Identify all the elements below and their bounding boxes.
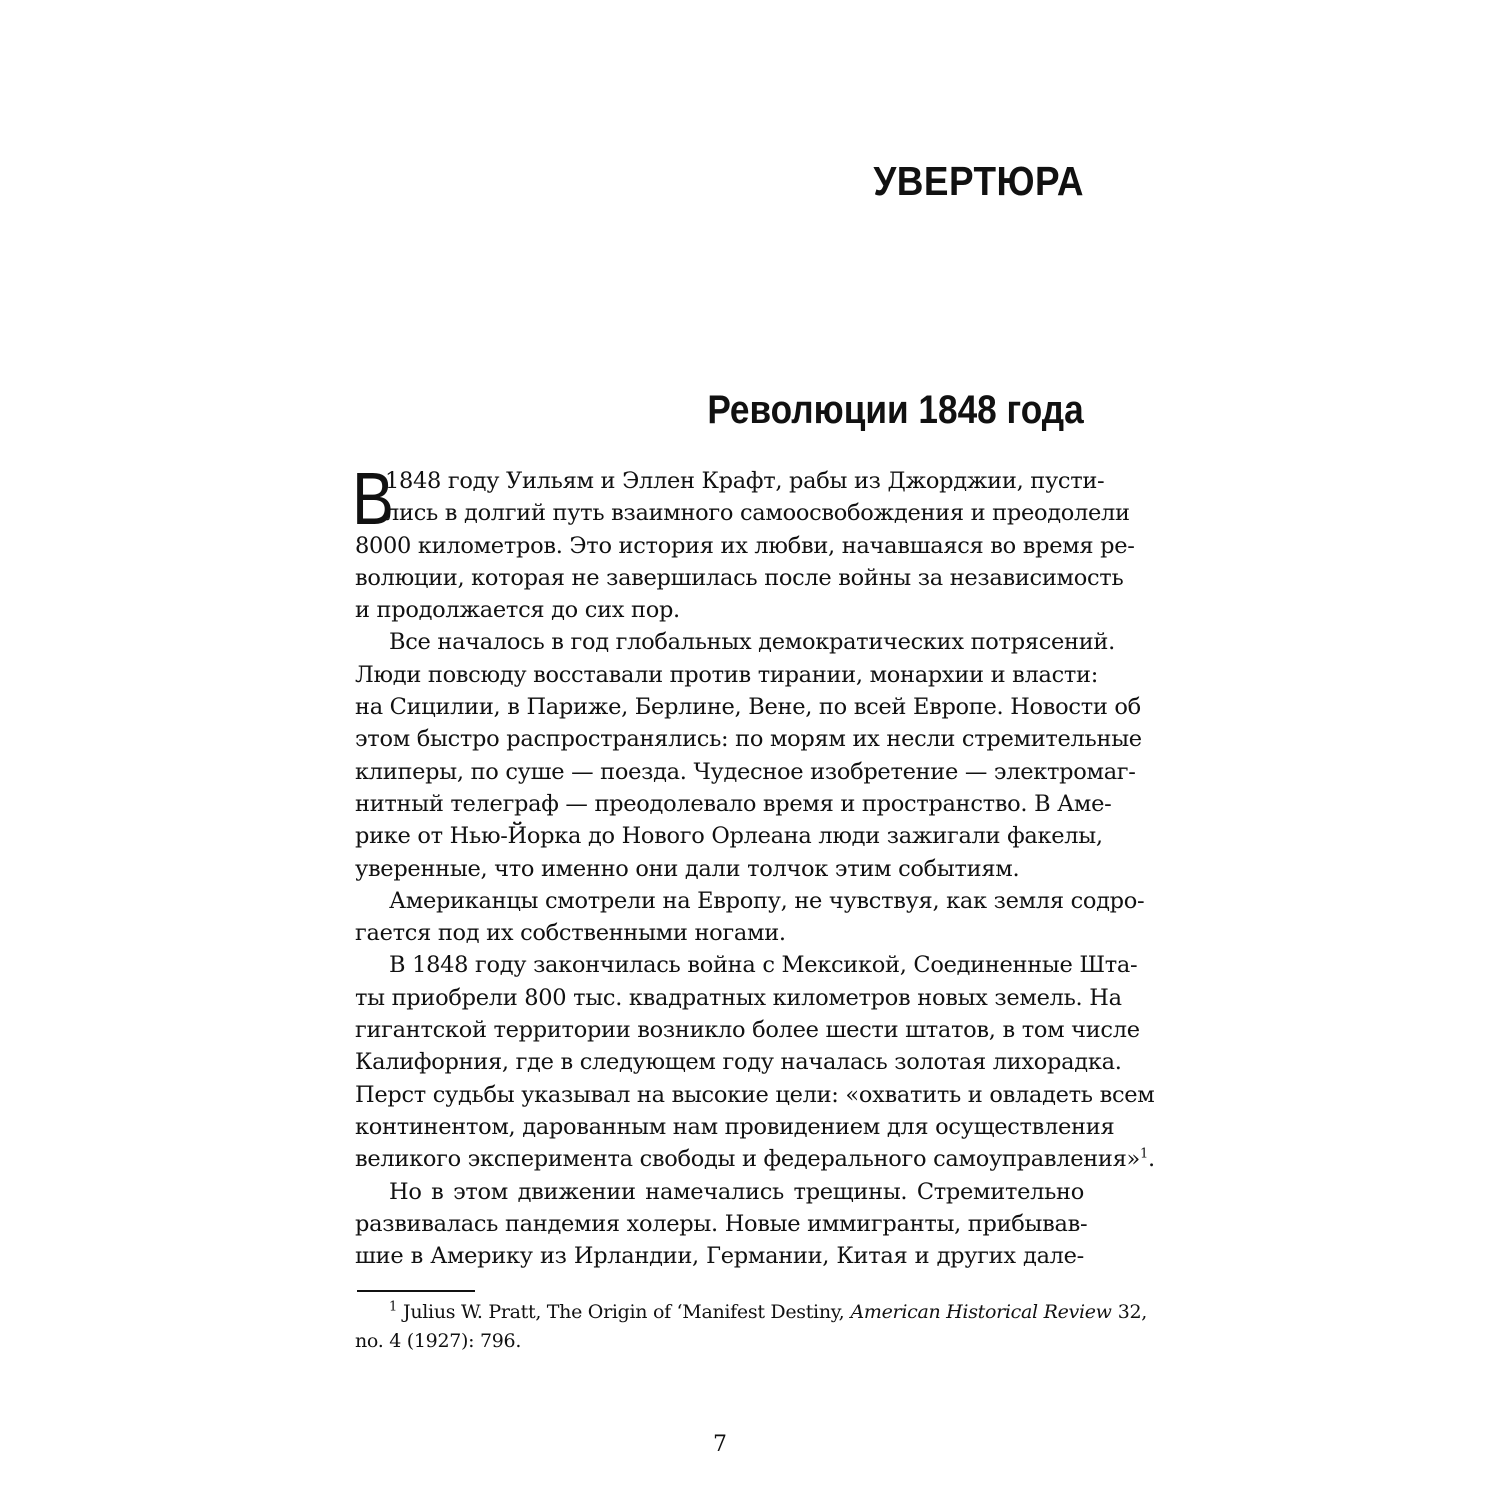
text-line: великого эксперимента свободы и федерального самоуправления»$^1$. bbox=[355, 1146, 1155, 1173]
paragraph-5 bbox=[355, 1176, 1088, 1273]
text-line: и продолжается до сих пор. bbox=[355, 597, 680, 624]
journal-title: American Historical Review bbox=[850, 1301, 1112, 1323]
footnote-reference[interactable]: 1 bbox=[1139, 1146, 1148, 1162]
text-line: гается под их собственными ногами. bbox=[355, 920, 786, 947]
text-line: Американцы смотрели на Европу, не чувствуя, как земля содро- bbox=[389, 887, 1145, 914]
paragraph-2 bbox=[355, 626, 1142, 884]
footnote bbox=[355, 1298, 1148, 1356]
text-line: этом быстро распространялись: по морям их несли стремительные bbox=[355, 726, 1142, 753]
text-line: уверенные, что именно они дали толчок этим событиям. bbox=[355, 855, 1020, 882]
text-line: гигантской территории возникло более шести штатов, в том числе bbox=[355, 1017, 1140, 1044]
footnote-number: 1 bbox=[389, 1299, 397, 1315]
part-title: УВЕРТЮРА bbox=[873, 158, 1084, 204]
paragraph-1 bbox=[355, 465, 1135, 626]
text-line: нитный телеграф — преодолевало время и пространство. В Аме- bbox=[355, 790, 1112, 817]
text-line: волюции, которая не завершилась после войны за независимость bbox=[355, 564, 1124, 591]
text-line: шие в Америку из Ирландии, Германии, Китая и других дале- bbox=[355, 1243, 1084, 1270]
text-line: 8000 километров. Это история их любви, начавшаяся во время ре- bbox=[355, 532, 1135, 559]
text-line: Все началось в год глобальных демократических потрясений. bbox=[389, 629, 1115, 656]
drop-cap: В bbox=[352, 457, 394, 540]
footnote-line: $^1$ Julius W. Pratt, The Origin of ‘Manifest Destiny, American Historical Review 32, bbox=[389, 1299, 1148, 1323]
text-line: 1848 году Уильям и Эллен Крафт, рабы из Джорджии, пусти- bbox=[385, 468, 1105, 494]
text-line: Люди повсюду восставали против тирании, монархии и власти: bbox=[355, 661, 1099, 688]
text-line: Перст судьбы указывал на высокие цели: «охватить и овладеть всем bbox=[355, 1081, 1155, 1108]
text-line: клиперы, по суше — поезда. Чудесное изобретение — электромаг- bbox=[355, 758, 1136, 785]
text-line: развивалась пандемия холеры. Новые иммигранты, прибывав- bbox=[355, 1210, 1088, 1237]
text-line: континентом, дарованным нам провидением для осуществления bbox=[355, 1113, 1115, 1140]
text-line: рике от Нью-Йорка до Нового Орлеана люди зажигали факелы, bbox=[355, 823, 1103, 850]
text-line: лись в долгий путь взаимного самоосвобождения и преодолели bbox=[385, 500, 1130, 527]
footnote-divider bbox=[357, 1290, 475, 1292]
chapter-title: Революции 1848 года bbox=[707, 388, 1084, 432]
text-line: В 1848 году закончилась война с Мексикой, Соединенные Шта- bbox=[389, 952, 1138, 979]
text-line: ты приобрели 800 тыс. квадратных километров новых земель. На bbox=[355, 984, 1122, 1011]
page-number: 7 bbox=[713, 1432, 727, 1457]
paragraph-4 bbox=[355, 949, 1155, 1175]
text-line: Но в этом движении намечались трещины. Стремительно bbox=[389, 1178, 1084, 1205]
paragraph-3 bbox=[355, 885, 1145, 950]
text-line: на Сицилии, в Париже, Берлине, Вене, по всей Европе. Новости об bbox=[355, 694, 1141, 721]
text-line: Калифорния, где в следующем году началась золотая лихорадка. bbox=[355, 1049, 1122, 1076]
body-text bbox=[355, 465, 1155, 1272]
footnote-line: no. 4 (1927): 796. bbox=[355, 1330, 522, 1352]
